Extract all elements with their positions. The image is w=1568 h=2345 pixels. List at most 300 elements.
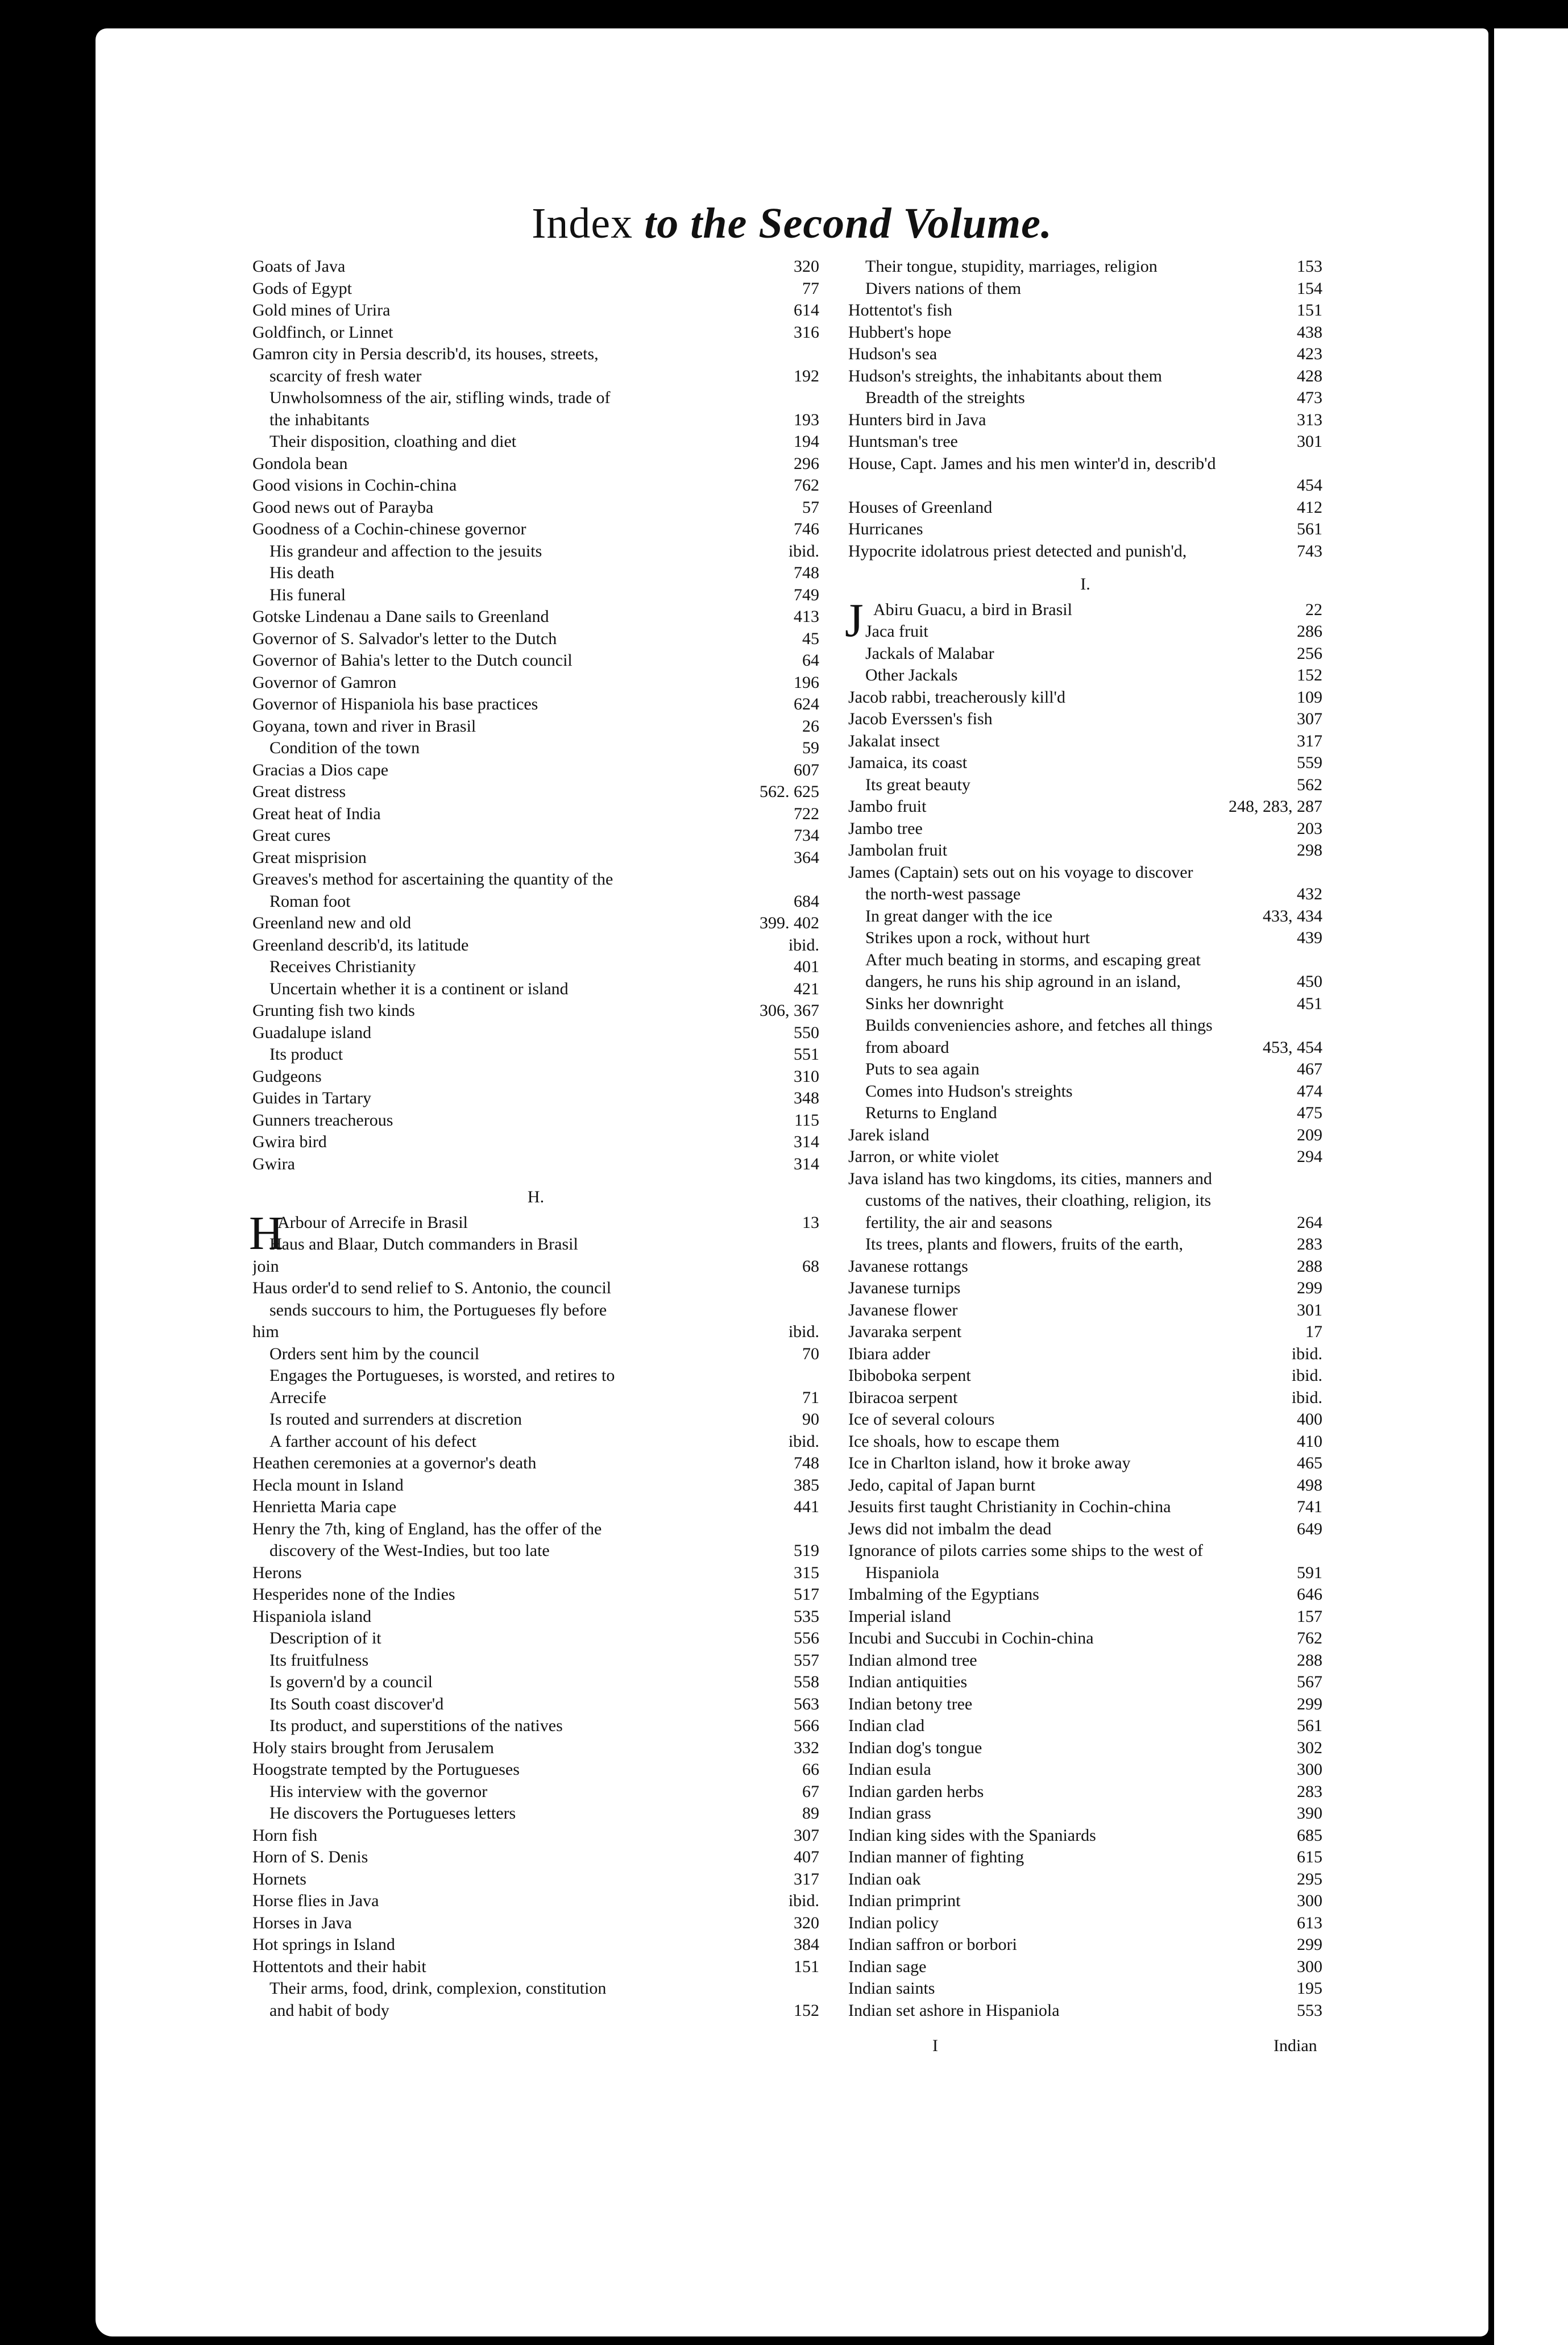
entry-text: Indian king sides with the Spaniards (848, 1825, 1096, 1845)
entry-text: Haus order'd to send relief to S. Antonio, the council (252, 1279, 612, 1297)
index-entry (252, 1431, 819, 1453)
entry-text: Gold mines of Urira (252, 301, 391, 319)
entry-page-number: 59 (802, 738, 819, 757)
entry-page-number: 89 (802, 1804, 819, 1823)
entry-text: Hottentot's fish (848, 301, 952, 319)
index-entry (252, 1562, 819, 1584)
catchword: Indian (1274, 2036, 1317, 2055)
entry-page-number: 556 (794, 1629, 819, 1647)
index-entry (848, 621, 1322, 643)
entry-text: fertility, the air and seasons (865, 1213, 1052, 1232)
index-entry (848, 1869, 1322, 1891)
entry-page-number: 152 (1297, 666, 1322, 684)
entry-page-number: ibid. (1291, 1388, 1322, 1407)
entry-text: Holy stairs brought from Jerusalem (252, 1738, 494, 1757)
entry-page-number: ibid. (788, 1891, 819, 1910)
entry-text: Is routed and surrenders at discretion (269, 1410, 522, 1429)
entry-page-number: 562 (1297, 775, 1322, 794)
entry-text: Gotske Lindenau a Dane sails to Greenland (252, 607, 549, 626)
entry-page-number: 109 (1297, 687, 1322, 707)
index-entry (848, 300, 1322, 322)
index-entry (848, 927, 1322, 949)
index-entry (252, 912, 819, 935)
entry-page-number: 203 (1297, 819, 1322, 838)
index-entry (848, 1715, 1322, 1737)
entry-text: Sinks her downright (865, 994, 1004, 1013)
entry-page-number: 283 (1297, 1782, 1322, 1801)
entry-page-number: 614 (794, 301, 819, 319)
index-entry (252, 1628, 819, 1650)
index-entry (252, 1890, 819, 1912)
entry-text: Gracias a Dios cape (252, 760, 389, 779)
index-entry (252, 759, 819, 782)
index-entry (252, 935, 819, 957)
index-entry (848, 278, 1322, 300)
entry-page-number: 553 (1297, 2000, 1322, 2020)
entry-page-number: 317 (794, 1869, 819, 1889)
entry-page-number: 467 (1297, 1060, 1322, 1078)
entry-text: Guadalupe island (252, 1023, 372, 1042)
entry-text: Heathen ceremonies at a governor's death (252, 1454, 537, 1472)
entry-page-number: 348 (794, 1089, 819, 1107)
entry-text: He discovers the Portugueses letters (269, 1804, 516, 1823)
index-entry (252, 1825, 819, 1847)
index-entry (252, 497, 819, 519)
entry-page-number: 256 (1297, 644, 1322, 663)
entry-text: Its product (269, 1045, 343, 1064)
index-entry (848, 343, 1322, 366)
entry-page-number: 306, 367 (760, 1001, 819, 1020)
entry-page-number: 685 (1297, 1825, 1322, 1845)
entry-page-number: 563 (794, 1694, 819, 1713)
index-entry (848, 1059, 1322, 1081)
entry-text: Hecla mount in Island (252, 1475, 404, 1495)
entry-text: customs of the natives, their cloathing, religion, its (865, 1191, 1212, 1210)
entry-page-number: 438 (1297, 322, 1322, 342)
entry-text: His interview with the governor (269, 1782, 488, 1801)
index-entry (848, 409, 1322, 431)
index-entry (848, 1256, 1322, 1278)
entry-text: Hottentots and their habit (252, 1957, 426, 1976)
entry-text: Jacob Everssen's fish (848, 709, 993, 728)
entry-page-number: 152 (794, 2000, 819, 2020)
index-entry (848, 1606, 1322, 1628)
title-roman: Index (532, 200, 633, 247)
index-entry (848, 1650, 1322, 1672)
index-entry (252, 1277, 819, 1300)
entry-page-number: 299 (1297, 1935, 1322, 1954)
entry-page-number: 315 (794, 1563, 819, 1582)
index-entry (848, 643, 1322, 665)
index-entry (252, 869, 819, 891)
entry-text: Ice shoals, how to escape them (848, 1431, 1060, 1451)
index-entry (252, 847, 819, 869)
entry-text: Imbalming of the Egyptians (848, 1585, 1039, 1604)
entry-page-number: 364 (794, 848, 819, 867)
entry-text: His death (269, 563, 335, 582)
entry-page-number: 209 (1297, 1125, 1322, 1144)
entry-page-number: 746 (794, 520, 819, 538)
entry-page-number: 558 (794, 1672, 819, 1691)
entry-text: Gondola bean (252, 454, 348, 473)
entry-text: Their disposition, cloathing and diet (269, 432, 517, 451)
index-entry (848, 1540, 1322, 1562)
entry-page-number: 762 (794, 476, 819, 495)
entry-text: Its trees, plants and flowers, fruits of the earth, (865, 1235, 1183, 1254)
index-entry (848, 1518, 1322, 1541)
entry-text: Indian oak (848, 1869, 921, 1889)
index-entry (848, 993, 1322, 1015)
entry-page-number: 299 (1297, 1694, 1322, 1713)
entry-page-number: ibid. (788, 1322, 819, 1341)
entry-page-number: ibid. (788, 1431, 819, 1451)
entry-page-number: 301 (1297, 432, 1322, 451)
entry-text: Indian set ashore in Hispaniola (848, 2000, 1060, 2020)
entry-page-number: 401 (794, 957, 819, 976)
entry-text: Jacob rabbi, treacherously kill'd (848, 687, 1065, 707)
entry-page-number: 441 (794, 1497, 819, 1516)
entry-text: Good news out of Parayba (252, 497, 434, 517)
entry-page-number: 649 (1297, 1519, 1322, 1538)
index-entry (252, 650, 819, 672)
entry-page-number: 473 (1297, 388, 1322, 407)
entry-page-number: 294 (1297, 1147, 1322, 1166)
entry-text: Goats of Java (252, 257, 346, 276)
entry-text: scarcity of fresh water (269, 366, 422, 385)
entry-text: Arrecife (269, 1388, 326, 1407)
index-entry (848, 1124, 1322, 1147)
entry-page-number: 561 (1297, 520, 1322, 538)
index-entry (848, 818, 1322, 840)
entry-page-number: 314 (794, 1154, 819, 1173)
index-entry (252, 1496, 819, 1518)
index-entry (252, 1912, 819, 1935)
entry-page-number: 591 (1297, 1563, 1322, 1582)
index-entry (252, 1606, 819, 1628)
entry-page-number: 296 (794, 454, 819, 473)
entry-text: Hurricanes (848, 520, 923, 538)
entry-text: Indian saints (848, 1979, 935, 1998)
index-entry (848, 1102, 1322, 1124)
entry-page-number: 410 (1297, 1431, 1322, 1451)
entry-page-number: 320 (794, 257, 819, 276)
index-entry (252, 1044, 819, 1066)
entry-page-number: 22 (1305, 600, 1322, 619)
entry-text: and habit of body (269, 2000, 389, 2020)
entry-text: Javaraka serpent (848, 1322, 962, 1341)
entry-text: Hudson's sea (848, 345, 938, 363)
entry-text: Ignorance of pilots carries some ships to the west of (848, 1541, 1204, 1560)
entry-page-number: 193 (794, 410, 819, 429)
entry-text: Jackals of Malabar (865, 644, 994, 663)
entry-text: In great danger with the ice (865, 906, 1053, 925)
index-entry (848, 1628, 1322, 1650)
drop-capital: J (845, 593, 864, 647)
index-entry (252, 628, 819, 650)
entry-page-number: 320 (794, 1913, 819, 1932)
entry-page-number: 559 (1297, 753, 1322, 772)
entry-text: Hornets (252, 1869, 306, 1889)
index-entry (848, 1825, 1322, 1847)
entry-text: Greenland describ'd, its latitude (252, 935, 469, 954)
entry-page-number: 748 (794, 1454, 819, 1472)
entry-text: Hubbert's hope (848, 322, 952, 342)
index-entry (252, 1110, 819, 1132)
index-entry (252, 1869, 819, 1891)
entry-page-number: 412 (1297, 497, 1322, 517)
entry-page-number: 433, 434 (1263, 906, 1322, 925)
index-entry (252, 606, 819, 628)
entry-page-number: 474 (1297, 1081, 1322, 1101)
entry-text: Horse flies in Java (252, 1891, 379, 1910)
index-entry (848, 1671, 1322, 1694)
entry-page-number: 300 (1297, 1957, 1322, 1976)
index-entry (252, 1256, 819, 1278)
entry-text: Abiru Guacu, a bird in Brasil (873, 600, 1072, 619)
index-entry (252, 322, 819, 344)
entry-page-number: 313 (1297, 410, 1322, 429)
entry-text: Jambolan fruit (848, 841, 948, 860)
title-italic: to the Second Volume. (644, 200, 1052, 247)
entry-page-number: 264 (1297, 1213, 1322, 1232)
index-entry (252, 694, 819, 716)
entry-page-number: 17 (1305, 1322, 1322, 1341)
index-entry (848, 366, 1322, 388)
entry-text: His funeral (269, 585, 346, 604)
entry-text: Great distress (252, 782, 346, 801)
entry-text: Java island has two kingdoms, its cities, manners and (848, 1169, 1212, 1188)
index-entry (848, 497, 1322, 519)
index-entry (252, 1409, 819, 1431)
entry-text: Jakalat insect (848, 731, 940, 750)
entry-text: Their arms, food, drink, complexion, constitution (269, 1979, 607, 1998)
index-entry (252, 1781, 819, 1803)
index-entry (252, 956, 819, 978)
index-entry (848, 840, 1322, 862)
entry-page-number: 332 (794, 1738, 819, 1757)
section-heading: I. (1080, 575, 1090, 593)
entry-page-number: 90 (802, 1410, 819, 1429)
entry-text: him (252, 1322, 279, 1341)
entry-page-number: 295 (1297, 1869, 1322, 1889)
entry-page-number: 749 (794, 585, 819, 604)
index-entry (848, 541, 1322, 563)
index-entry (848, 752, 1322, 774)
entry-text: Hoogstrate tempted by the Portugueses (252, 1760, 520, 1779)
entry-text: Good visions in Cochin-china (252, 476, 457, 495)
entry-page-number: 646 (1297, 1585, 1322, 1604)
entry-text: Its great beauty (865, 775, 970, 794)
entry-page-number: 77 (802, 279, 819, 298)
index-entry (252, 1131, 819, 1153)
index-entry (252, 409, 819, 431)
entry-page-number: 307 (1297, 709, 1322, 728)
entry-text: Comes into Hudson's streights (865, 1081, 1073, 1101)
index-entry (252, 2000, 819, 2022)
entry-text: Governor of Gamron (252, 673, 397, 692)
index-entry (848, 1365, 1322, 1387)
entry-text: Houses of Greenland (848, 497, 993, 517)
index-entry (252, 1671, 819, 1694)
entry-page-number: 310 (794, 1066, 819, 1086)
entry-page-number: 535 (794, 1607, 819, 1626)
entry-page-number: 317 (1297, 731, 1322, 750)
index-entry (252, 366, 819, 388)
entry-text: Goodness of a Cochin-chinese governor (252, 520, 526, 538)
entry-page-number: 385 (794, 1475, 819, 1495)
index-entry (252, 1088, 819, 1110)
entry-page-number: 453, 454 (1263, 1037, 1322, 1057)
entry-text: Indian esula (848, 1760, 931, 1779)
index-entry (252, 1000, 819, 1022)
entry-text: Unwholsomness of the air, stifling winds, trade of (269, 388, 611, 407)
index-entry (848, 1387, 1322, 1409)
index-entry (848, 1496, 1322, 1518)
entry-text: Governor of S. Salvador's letter to the Dutch (252, 629, 557, 648)
index-entry (252, 343, 819, 366)
index-entry (252, 562, 819, 584)
index-entry (252, 1066, 819, 1088)
index-entry (848, 687, 1322, 709)
entry-page-number: 451 (1297, 994, 1322, 1013)
entry-page-number: 115 (794, 1110, 819, 1130)
entry-text: Hypocrite idolatrous priest detected and punish'd, (848, 541, 1187, 561)
index-entry (848, 1584, 1322, 1606)
entry-page-number: 26 (802, 716, 819, 736)
index-entry (848, 1300, 1322, 1322)
entry-text: Its fruitfulness (269, 1650, 369, 1670)
entry-page-number: 498 (1297, 1475, 1322, 1495)
entry-page-number: 684 (794, 891, 819, 911)
entry-page-number: 607 (794, 760, 819, 779)
entry-page-number: 475 (1297, 1103, 1322, 1122)
section-heading: H. (527, 1188, 545, 1206)
entry-text: Jambo fruit (848, 797, 927, 816)
entry-text: Jesuits first taught Christianity in Cochin-china (848, 1497, 1171, 1516)
entry-page-number: ibid. (788, 541, 819, 561)
entry-text: Jarron, or white violet (848, 1147, 999, 1166)
entry-page-number: 66 (802, 1760, 819, 1779)
entry-page-number: 566 (794, 1716, 819, 1735)
entry-text: Receives Christianity (269, 957, 416, 976)
index-entry (252, 1978, 819, 2000)
entry-text: Ibiracoa serpent (848, 1388, 958, 1407)
entry-page-number: 384 (794, 1935, 819, 1954)
index-entry (848, 1190, 1322, 1212)
index-entry (848, 387, 1322, 409)
entry-text: Orders sent him by the council (269, 1344, 480, 1363)
entry-text: Roman foot (269, 891, 351, 911)
index-column-left (249, 256, 819, 2022)
entry-text: Horn fish (252, 1825, 318, 1845)
entry-page-number: 421 (794, 979, 819, 998)
entry-text: Hot springs in Island (252, 1935, 395, 1954)
entry-page-number: 413 (794, 607, 819, 626)
entry-text: sends succours to him, the Portugueses fly before (269, 1300, 607, 1319)
entry-text: Goyana, town and river in Brasil (252, 716, 476, 736)
entry-text: Ice of several colours (848, 1410, 995, 1429)
entry-text: the inhabitants (269, 410, 370, 429)
entry-page-number: 561 (1297, 1716, 1322, 1735)
entry-text: join (252, 1256, 279, 1276)
entry-text: Indian policy (848, 1913, 939, 1932)
entry-text: Gudgeons (252, 1066, 322, 1086)
entry-page-number: 194 (794, 432, 819, 451)
entry-page-number: 314 (794, 1132, 819, 1151)
entry-text: Their tongue, stupidity, marriages, religion (865, 257, 1158, 276)
entry-page-number: 517 (794, 1585, 819, 1604)
index-entry (848, 1168, 1322, 1190)
index-entry (848, 1803, 1322, 1825)
entry-page-number: 298 (1297, 841, 1322, 860)
index-entry (848, 949, 1322, 972)
entry-text: Hispaniola island (252, 1607, 372, 1626)
entry-text: Jaca fruit (865, 622, 928, 641)
index-entry (252, 672, 819, 694)
entry-text: Is govern'd by a council (269, 1672, 433, 1691)
entry-text: Javanese rottangs (848, 1256, 968, 1276)
entry-text: Its South coast discover'd (269, 1694, 444, 1713)
entry-text: Jamaica, its coast (848, 753, 968, 772)
index-entry (252, 1518, 819, 1541)
entry-text: Hunters bird in Java (848, 410, 986, 429)
entry-text: Arbour of Arrecife in Brasil (277, 1213, 468, 1232)
entry-page-number: 70 (802, 1344, 819, 1363)
index-entry (848, 1846, 1322, 1869)
entry-text: Horses in Java (252, 1913, 352, 1932)
entry-page-number: 734 (794, 826, 819, 845)
entry-text: Indian clad (848, 1716, 925, 1735)
index-entry (252, 1365, 819, 1387)
index-entry (252, 1803, 819, 1825)
entry-text: Ibiara adder (848, 1344, 931, 1363)
index-entry (848, 1694, 1322, 1716)
index-entry (252, 1650, 819, 1672)
index-entry (252, 300, 819, 322)
entry-page-number: 192 (794, 366, 819, 385)
entry-text: the north-west passage (865, 885, 1021, 903)
index-entry (848, 774, 1322, 796)
entry-text: Incubi and Succubi in Cochin-china (848, 1629, 1094, 1647)
entry-page-number: 439 (1297, 928, 1322, 947)
entry-page-number: 390 (1297, 1804, 1322, 1823)
entry-text: Jews did not imbalm the dead (848, 1519, 1052, 1538)
entry-text: Indian dog's tongue (848, 1738, 982, 1757)
entry-text: Ibiboboka serpent (848, 1366, 971, 1385)
index-entry (252, 716, 819, 738)
entry-text: Gamron city in Persia describ'd, its houses, streets, (252, 345, 599, 363)
entry-text: Hispaniola (865, 1563, 939, 1582)
entry-page-number: 450 (1297, 972, 1322, 991)
index-entry (848, 796, 1322, 818)
index-entry (848, 1759, 1322, 1781)
index-entry (252, 475, 819, 497)
entry-page-number: 615 (1297, 1848, 1322, 1866)
entry-text: Great cures (252, 826, 331, 845)
index-entry (848, 1081, 1322, 1103)
index-entry (252, 803, 819, 825)
entry-page-number: 300 (1297, 1891, 1322, 1910)
entry-page-number: 154 (1297, 279, 1322, 298)
index-entry (252, 1234, 819, 1256)
entry-page-number: 195 (1297, 1979, 1322, 1998)
index-entry (252, 825, 819, 847)
index-entry (252, 256, 819, 278)
entry-page-number: 151 (794, 1957, 819, 1976)
entry-page-number: 400 (1297, 1410, 1322, 1429)
entry-text: Indian almond tree (848, 1650, 977, 1670)
entry-text: House, Capt. James and his men winter'd in, describ'd (848, 454, 1216, 473)
